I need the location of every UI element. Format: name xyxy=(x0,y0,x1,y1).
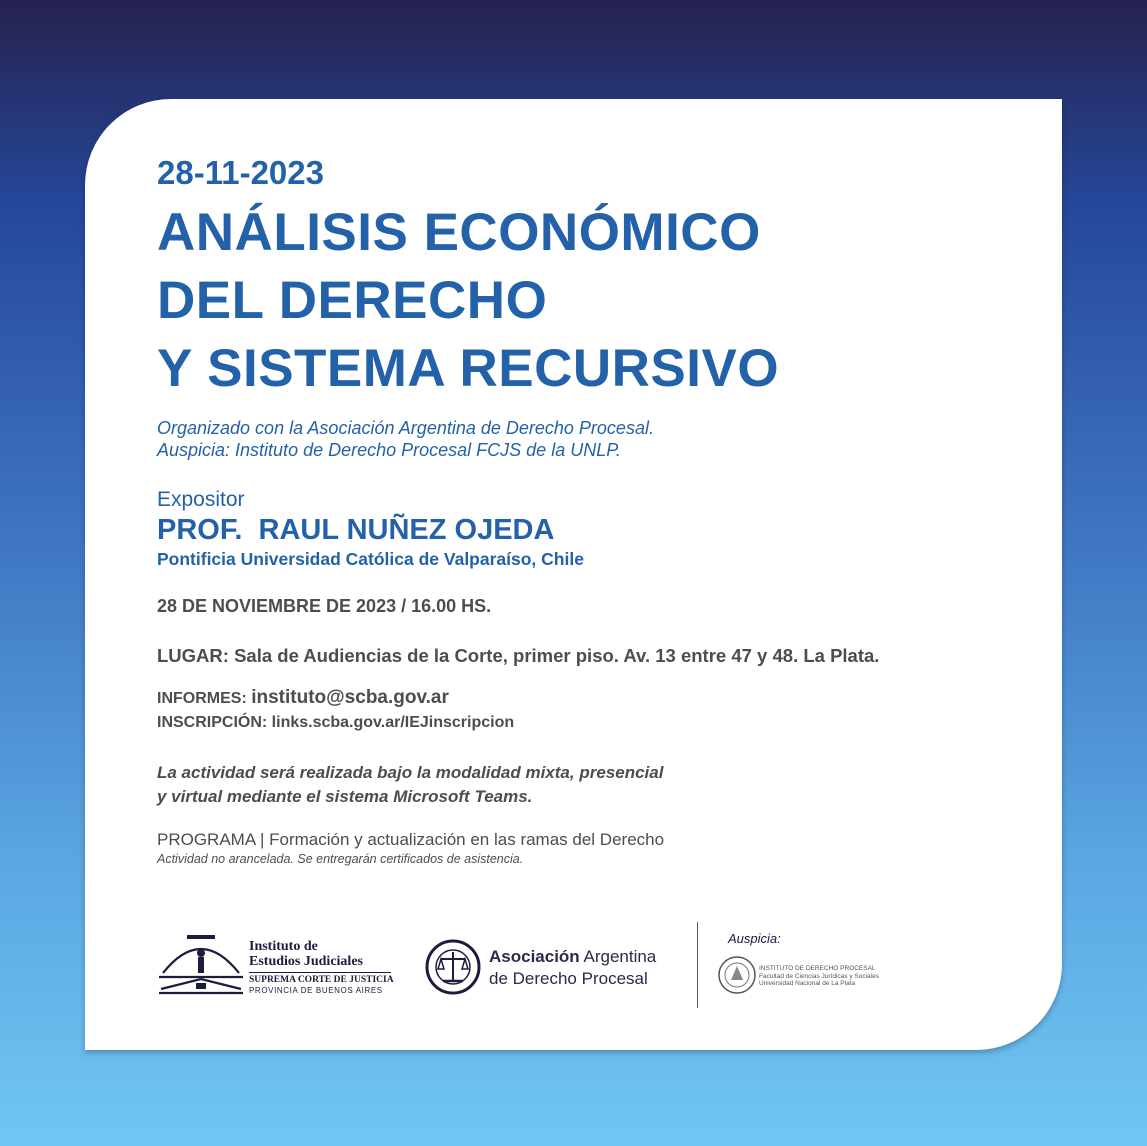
title-line-1: ANÁLISIS ECONÓMICO xyxy=(157,203,761,262)
university-seal-icon xyxy=(717,952,757,998)
organizer-line: Organizado con la Asociación Argentina de Derecho Procesal. xyxy=(157,418,654,438)
title-line-2: DEL DERECHO xyxy=(157,271,548,330)
modality-line-2: y virtual mediante el sistema Microsoft Teams. xyxy=(157,787,533,806)
iej-logo xyxy=(157,931,407,999)
informes-label: INFORMES: xyxy=(157,690,247,707)
aadp-name-line-2: de Derecho Procesal xyxy=(489,969,648,988)
organizers xyxy=(157,417,654,461)
aadp-name-line-1 xyxy=(489,947,656,967)
inscripcion-link: INSCRIPCIÓN: links.scba.gov.ar/IEJinscripcion xyxy=(157,714,515,731)
informes xyxy=(157,687,449,709)
title-line-3: Y SISTEMA RECURSIVO xyxy=(157,339,780,398)
unlp-institute-text: INSTITUTO DE DERECHO PROCESAL Facultad de Ciencias Jurídicas y Sociales Universidad Nacional de La Plata xyxy=(759,965,879,987)
iej-province: PROVINCIA DE BUENOS AIRES xyxy=(249,986,383,995)
iej-rule xyxy=(249,972,391,973)
certificate-note: Actividad no arancelada. Se entregarán certificados de asistencia. xyxy=(157,852,524,866)
informes-email: instituto@scba.gov.ar xyxy=(251,687,449,708)
speaker-label: Expositor xyxy=(157,488,245,511)
courthouse-icon xyxy=(157,931,245,999)
aadp-logo xyxy=(425,937,685,997)
event-date-heading: 28-11-2023 xyxy=(157,154,324,191)
modality-note xyxy=(157,761,663,809)
event-datetime: 28 DE NOVIEMBRE DE 2023 / 16.00 HS. xyxy=(157,596,492,616)
modality-line-1: La actividad será realizada bajo la modalidad mixta, presencial xyxy=(157,763,664,782)
event-place: LUGAR: Sala de Audiencias de la Corte, primer piso. Av. 13 entre 47 y 48. La Plata. xyxy=(157,645,880,666)
programa-line: PROGRAMA | Formación y actualización en las ramas del Derecho xyxy=(157,830,665,849)
sponsor-line: Auspicia: Instituto de Derecho Procesal FCJS de la UNLP. xyxy=(157,440,621,460)
aadp-bold: Asociación xyxy=(489,947,580,966)
speaker-institution: Pontificia Universidad Católica de Valparaíso, Chile xyxy=(157,549,584,569)
aadp-rest: Argentina xyxy=(579,947,657,966)
event-title xyxy=(157,199,779,403)
auspicia-label: Auspicia: xyxy=(728,931,781,946)
iej-name xyxy=(249,939,363,969)
iej-court: SUPREMA CORTE DE JUSTICIA xyxy=(249,975,394,985)
speaker-name: PROF. RAUL NUÑEZ OJEDA xyxy=(157,514,555,546)
iej-line-2: Estudios Judiciales xyxy=(249,954,363,969)
iej-line-1: Instituto de xyxy=(249,939,318,954)
flyer-card xyxy=(85,99,1062,1050)
logo-divider xyxy=(697,922,698,1008)
scales-seal-icon xyxy=(425,937,481,997)
